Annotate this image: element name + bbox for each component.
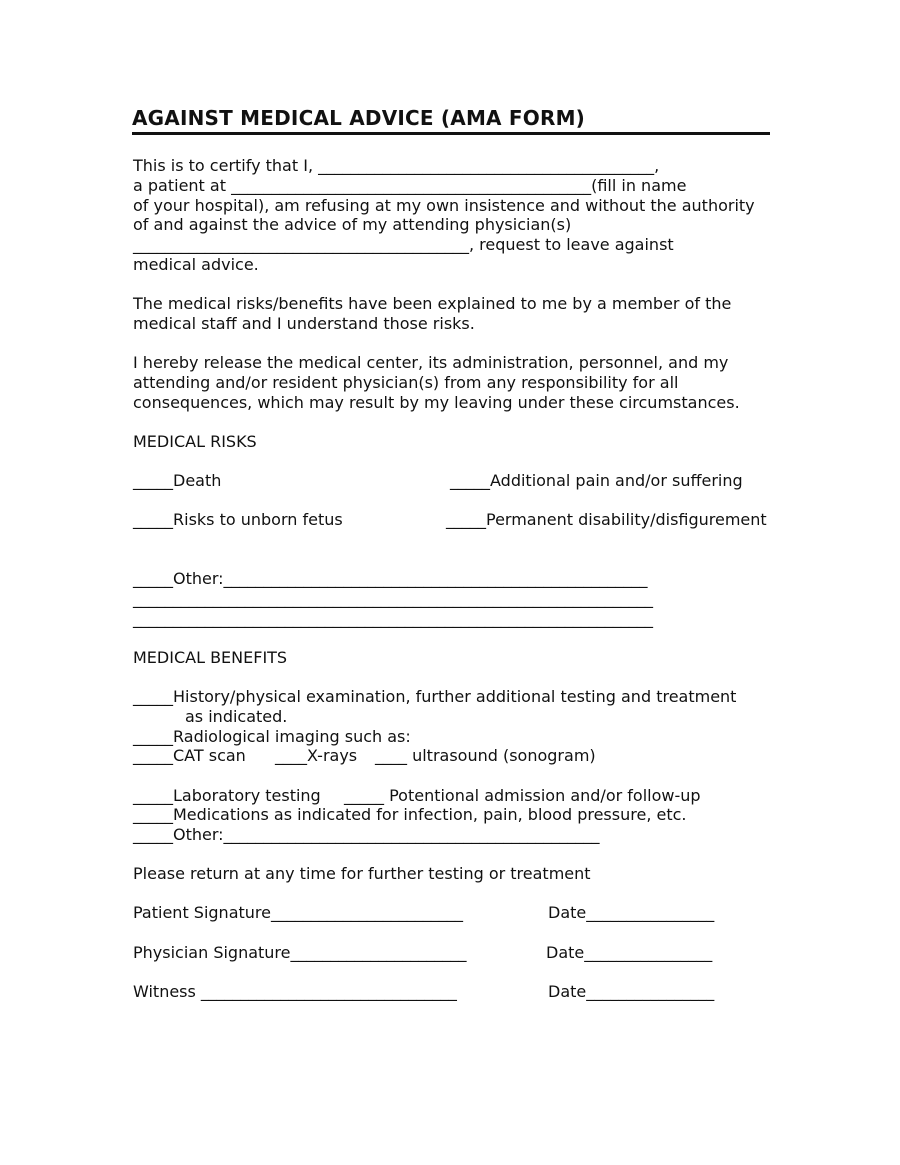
risks-explained-line-2: medical staff and I understand those risks. (133, 314, 475, 333)
benefit-history-continued: as indicated. (185, 707, 288, 726)
patient-date-field[interactable]: Date________________ (548, 903, 715, 922)
return-note: Please return at any time for further testing or treatment (133, 864, 591, 883)
form-title: AGAINST MEDICAL ADVICE (AMA FORM) (132, 106, 586, 130)
certify-line-5[interactable]: __________________________________________, request to leave against (133, 235, 674, 254)
risk-other-field[interactable]: _____Other:_____________________________________________________ (133, 569, 648, 588)
risk-pain-field[interactable]: _____Additional pain and/or suffering (450, 471, 743, 490)
certify-line-1[interactable]: This is to certify that I, __________________________________________, (133, 156, 660, 175)
patient-signature-field[interactable]: Patient Signature________________________ (133, 903, 463, 922)
physician-signature-field[interactable]: Physician Signature______________________ (133, 943, 467, 962)
witness-date-field[interactable]: Date________________ (548, 982, 715, 1001)
risk-other-blank-line-2[interactable]: _________________________________________________________________ (133, 609, 653, 628)
title-underline (132, 132, 770, 135)
risks-explained-line-1: The medical risks/benefits have been explained to me by a member of the (133, 294, 732, 313)
benefit-radiology-field[interactable]: _____Radiological imaging such as: (133, 727, 411, 746)
risk-other-blank-line-1[interactable]: _________________________________________________________________ (133, 589, 653, 608)
benefit-medications-field[interactable]: _____Medications as indicated for infection, pain, blood pressure, etc. (133, 805, 687, 824)
release-line-3: consequences, which may result by my leaving under these circumstances. (133, 393, 740, 412)
risk-fetus-field[interactable]: _____Risks to unborn fetus (133, 510, 343, 529)
certify-line-6: medical advice. (133, 255, 259, 274)
benefit-admission-field[interactable]: _____ Potentional admission and/or follow-up (344, 786, 701, 805)
benefit-lab-field[interactable]: _____Laboratory testing (133, 786, 321, 805)
certify-line-4: of and against the advice of my attending physician(s) (133, 215, 572, 234)
medical-benefits-heading: MEDICAL BENEFITS (133, 648, 288, 667)
witness-signature-field[interactable]: Witness ________________________________ (133, 982, 457, 1001)
benefit-history-field[interactable]: _____History/physical examination, further additional testing and treatment (133, 687, 737, 706)
physician-date-field[interactable]: Date________________ (546, 943, 713, 962)
risk-disability-field[interactable]: _____Permanent disability/disfigurement (446, 510, 767, 529)
medical-risks-heading: MEDICAL RISKS (133, 432, 257, 451)
release-line-2: attending and/or resident physician(s) from any responsibility for all (133, 373, 679, 392)
benefit-cat-scan-field[interactable]: _____CAT scan (133, 746, 246, 765)
certify-line-3: of your hospital), am refusing at my own insistence and without the authority (133, 196, 755, 215)
benefit-other-field[interactable]: _____Other:_______________________________________________ (133, 825, 600, 844)
benefit-xrays-field[interactable]: ____X-rays (275, 746, 358, 765)
benefit-ultrasound-field[interactable]: ____ ultrasound (sonogram) (375, 746, 596, 765)
risk-death-field[interactable]: _____Death (133, 471, 222, 490)
certify-line-2[interactable]: a patient at _____________________________________________(fill in name (133, 176, 687, 195)
release-line-1: I hereby release the medical center, its administration, personnel, and my (133, 353, 729, 372)
